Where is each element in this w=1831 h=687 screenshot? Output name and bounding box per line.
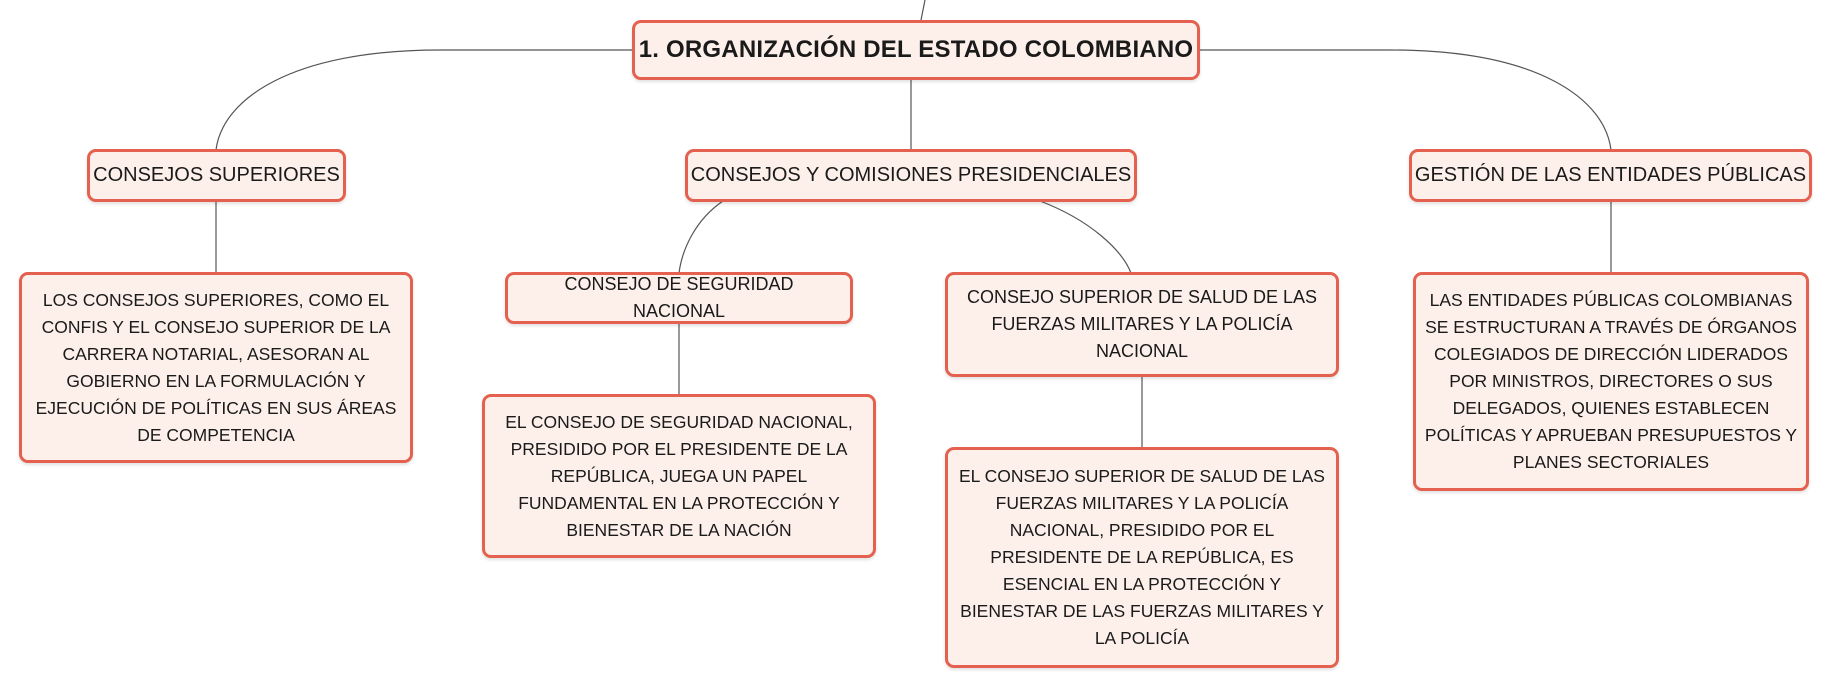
- connector-incoming: [921, 0, 925, 20]
- detail-consejo-seguridad[interactable]: [482, 394, 876, 558]
- node-consejos-comisiones[interactable]: [685, 149, 1137, 202]
- consejos-superiores-label: CONSEJOS SUPERIORES: [93, 164, 340, 186]
- seguridad-detail-text: EL CONSEJO DE SEGURIDAD NACIONAL, PRESIDIDO POR EL PRESIDENTE DE LA REPÚBLICA, JUEGA UN PAPEL FUNDAMENTAL EN LA PROTECCIÓN Y BIENESTAR DE LA NACIÓN: [505, 411, 853, 540]
- seguridad-label: CONSEJO DE SEGURIDAD NACIONAL: [564, 274, 794, 321]
- connector-root-gestion: [1200, 50, 1611, 150]
- consejos-comisiones-label: CONSEJOS Y COMISIONES PRESIDENCIALES: [690, 164, 1132, 186]
- salud-label: CONSEJO SUPERIOR DE SALUD DE LAS FUERZAS MILITARES Y LA POLICÍA NACIONAL: [966, 287, 1318, 361]
- connector-comisiones-salud: [1040, 201, 1131, 273]
- gestion-detail-text: LAS ENTIDADES PÚBLICAS COLOMBIANAS SE ESTRUCTURAN A TRAVÉS DE ÓRGANOS COLEGIADOS DE DIRECCIÓN LIDERADOS POR MINISTROS, DIRECTORES O SUS DELEGADOS, QUIENES ESTABLECEN POLÍTICAS Y APRUEBAN PRESUPUESTOS Y PLANES SECTORIALES: [1424, 290, 1798, 472]
- connector-root-consejos-superiores: [216, 50, 632, 150]
- node-gestion-entidades[interactable]: [1409, 149, 1812, 202]
- detail-consejos-superiores[interactable]: [19, 272, 413, 463]
- detail-gestion[interactable]: [1413, 272, 1809, 491]
- connector-comisiones-seguridad: [679, 201, 723, 273]
- node-consejos-superiores[interactable]: [87, 149, 346, 202]
- detail-consejo-salud[interactable]: [945, 447, 1339, 668]
- salud-detail-text: EL CONSEJO SUPERIOR DE SALUD DE LAS FUERZAS MILITARES Y LA POLICÍA NACIONAL, PRESIDIDO POR EL PRESIDENTE DE LA REPÚBLICA, ES ESENCIAL EN LA PROTECCIÓN Y BIENESTAR DE LAS FUERZAS MILITARES Y LA POLICÍA: [959, 466, 1325, 648]
- consejos-superiores-detail-text: LOS CONSEJOS SUPERIORES, COMO EL CONFIS Y EL CONSEJO SUPERIOR DE LA CARRERA NOTARIAL, ASESORAN AL GOBIERNO EN LA FORMULACIÓN Y EJECUCIÓN DE POLÍTICAS EN SUS ÁREAS DE COMPETENCIA: [35, 289, 397, 445]
- node-consejo-seguridad[interactable]: [505, 272, 853, 324]
- gestion-label: GESTIÓN DE LAS ENTIDADES PÚBLICAS: [1414, 164, 1807, 186]
- node-consejo-salud[interactable]: [945, 272, 1339, 377]
- root-label: 1. ORGANIZACIÓN DEL ESTADO COLOMBIANO: [638, 36, 1194, 63]
- root-node[interactable]: [632, 20, 1200, 80]
